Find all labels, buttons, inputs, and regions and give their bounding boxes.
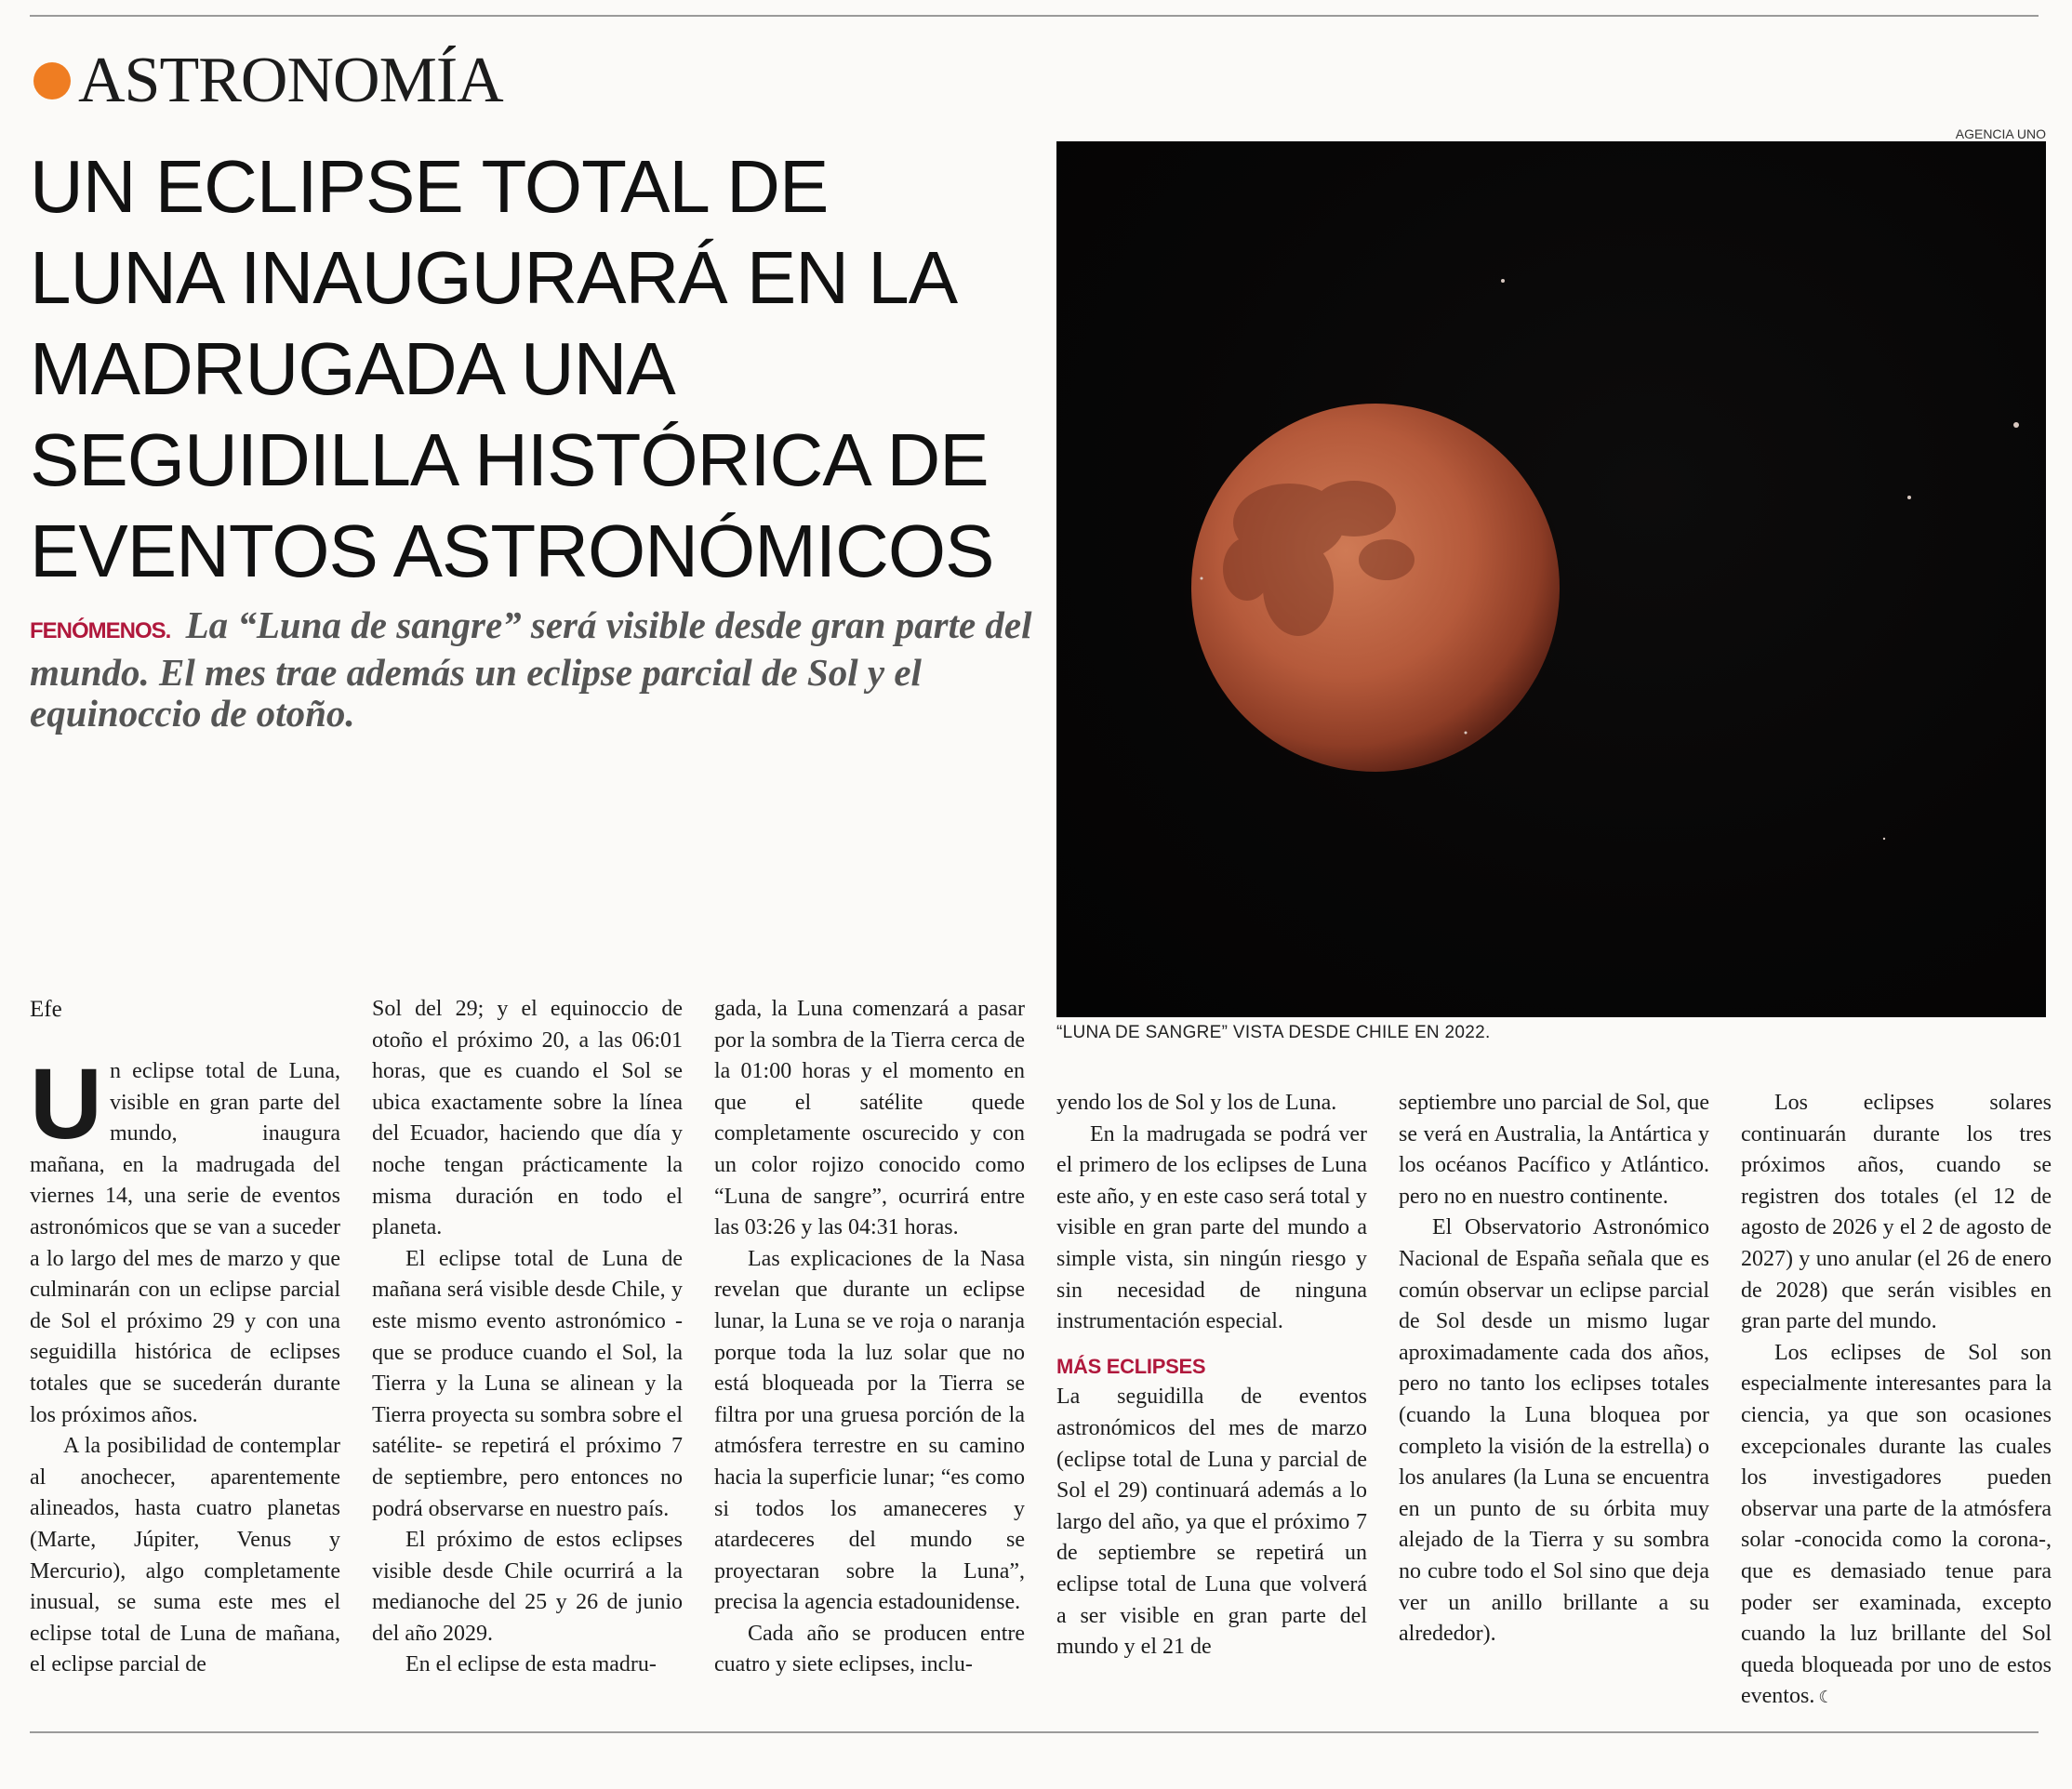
paragraph: Los eclipses de Sol son especialmente interesantes para la ciencia, ya que son ocasiones excepcionales durante las cuales los investigadores pueden observar una parte de la atmósfera solar -conocida como la corona-, que es demasiado tenue para poder ser examinada, excepto cuando la luz brillante del Sol queda bloqueada por uno de estos eventos.: [1741, 1340, 2052, 1709]
paragraph: Cada año se producen entre cuatro y siete eclipses, inclu-: [714, 1621, 1025, 1677]
bottom-rule: [30, 1731, 2039, 1733]
article-column-3: [714, 994, 1025, 1681]
photo-credit: AGENCIA UNO: [1955, 126, 2046, 141]
paragraph: A la posibilidad de contemplar al anochecer, aparentemente alineados, hasta cuatro planetas (Marte, Júpiter, Venus y Mercurio), algo completamente inusual, se suma este mes el eclipse total de Luna de mañana, el eclipse parcial de: [30, 1434, 340, 1677]
byline: Efe: [30, 997, 62, 1022]
article-column-1: [30, 1047, 340, 1681]
paragraph: En el eclipse de esta madru-: [405, 1652, 657, 1677]
headline: UN ECLIPSE TOTAL DE LUNA INAUGURARÁ EN LA MADRUGADA UNA SEGUIDILLA HISTÓRICA DE EVENTOS ASTRONÓMICOS: [30, 145, 994, 592]
article-column-5: [1399, 1088, 1709, 1650]
article-column-2: [372, 994, 683, 1681]
section-label: ASTRONOMÍA: [78, 45, 503, 116]
article-column-6: [1741, 1088, 2052, 1714]
deck: [30, 604, 1034, 734]
section-header: [33, 45, 503, 116]
paragraph: yendo los de Sol y los de Luna.: [1056, 1091, 1337, 1115]
subhead-mas-eclipses: MÁS ECLIPSES: [1056, 1354, 1206, 1378]
paragraph: n eclipse total de Luna, visible en gran parte del mundo, inaugura mañana, en la madrugada del viernes 14, una serie de eventos astronómicos que se van a suceder a lo largo del mes de marzo y que culminarán con un eclipse parcial de Sol el próximo 29 y con una seguidilla histórica de eclipses totales que se sucederán durante los próximos años.: [30, 1059, 340, 1427]
paragraph: El próximo de estos eclipses visible desde Chile ocurrirá a la medianoche del 25 y 26 de junio del año 2029.: [372, 1528, 683, 1646]
paragraph: Las explicaciones de la Nasa revelan que durante un eclipse lunar, la Luna se ve roja o naranja porque toda la luz solar que no está bloqueada por la Tierra se filtra por una gruesa porción de la atmósfera terrestre en su camino hacia la superficie lunar; “es como si todos los amaneceres y atardeceres del mundo se proyectaran sobre la Luna”, precisa la agencia estadounidense.: [714, 1246, 1025, 1615]
drop-cap: U: [30, 1047, 102, 1160]
paragraph: Los eclipses solares continuarán durante los tres próximos años, cuando se registren dos totales (el 12 de agosto de 2026 y el 2 de agosto de 2027) y uno anular (el 26 de enero de 2028) que serán visibles en gran parte del mundo.: [1741, 1091, 2052, 1334]
end-mark-icon: ☾: [1818, 1688, 1834, 1707]
blood-moon-photo: [1056, 141, 2046, 1017]
article-column-4: [1056, 1088, 1367, 1663]
paragraph: En la madrugada se podrá ver el primero de los eclipses de Luna este año, y en este caso será total y visible en gran parte del mundo a simple vista, sin ningún riesgo y sin necesidad de ninguna instrumentación especial.: [1056, 1121, 1367, 1334]
deck-kicker: FENÓMENOS.: [30, 618, 171, 643]
paragraph: La seguidilla de eventos astronómicos del mes de marzo (eclipse total de Luna y parcial de Sol el 29) continuará además a lo largo del año, ya que el próximo 7 de septiembre se repetirá un eclipse total de Luna que volverá a ser visible en gran parte del mundo y el 21 de: [1056, 1385, 1367, 1660]
paragraph: Sol del 29; y el equinoccio de otoño el próximo 20, a las 06:01 horas, que es cuando el Sol se ubica exactamente sobre la línea del Ecuador, haciendo que día y noche tengan prácticamente la misma duración en todo el planeta.: [372, 997, 683, 1240]
paragraph: El eclipse total de Luna de mañana será visible desde Chile, y este mismo evento astronómico -que se produce cuando el Sol, la Tierra y la Luna se alinean y la Tierra proyecta su sombra sobre el satélite- se repetirá el próximo 7 de septiembre, pero entonces no podrá observarse en nuestro país.: [372, 1246, 683, 1521]
top-rule: [30, 15, 2039, 17]
moon-illustration: [1056, 141, 2046, 1017]
photo-caption: “LUNA DE SANGRE” VISTA DESDE CHILE EN 2022.: [1056, 1023, 1491, 1042]
paragraph: gada, la Luna comenzará a pasar por la sombra de la Tierra cerca de la 01:00 horas y el momento en que el satélite quede completamente oscurecido y con un color rojizo conocido como “Luna de sangre”, ocurrirá entre las 03:26 y las 04:31 horas.: [714, 997, 1025, 1240]
deck-text: La “Luna de sangre” será visible desde gran parte del mundo. El mes trae además un eclipse parcial de Sol y el equinoccio de otoño.: [30, 603, 1032, 735]
paragraph: septiembre uno parcial de Sol, que se verá en Australia, la Antártica y los océanos Pacífico y Atlántico. pero no en nuestro continente.: [1399, 1091, 1709, 1209]
section-dot-icon: [33, 62, 71, 99]
paragraph: El Observatorio Astronómico Nacional de España señala que es común observar un eclipse parcial de Sol desde un mismo lugar aproximadamente cada dos años, pero no tanto los eclipses totales (cuando la Luna bloquea por completo la visión de la estrella) o los anulares (la Luna se encuentra en un punto de su órbita muy alejado de la Tierra y su sombra no cubre todo el Sol sino que deja ver un anillo brillante a su alrededor).: [1399, 1215, 1709, 1647]
